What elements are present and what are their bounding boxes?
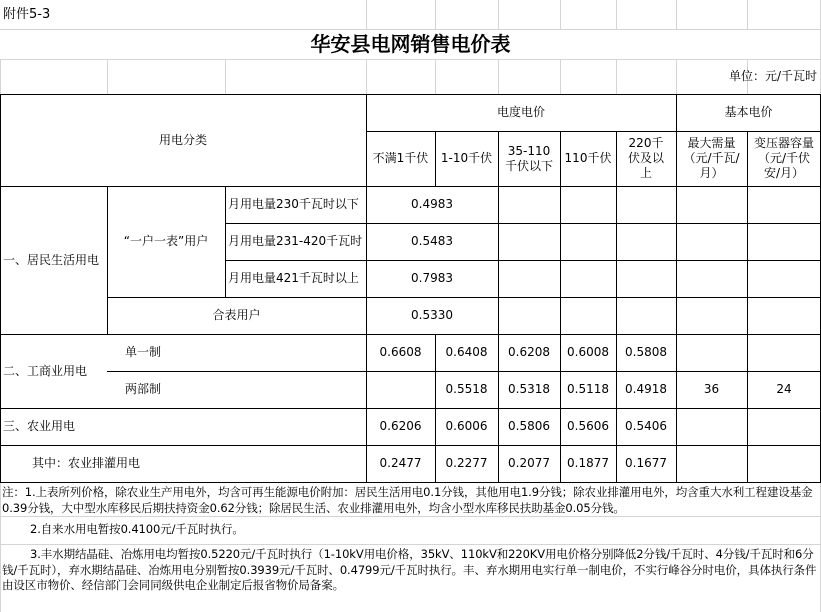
note-3: 3.丰水期结晶硅、冶炼用电均暂按0.5220元/千瓦时执行（1-10kV用电价格，35kV、110kV和220KV用电价格分别降低2分钱/千瓦时、4分钱/千瓦时和6分钱/千瓦时），弃水期结晶硅、冶炼用电分别暂按0.3939元/千瓦时、0.4799元/千瓦时执行。丰、弃水期用电实行单一制电价，不实行峰谷分时电价，具体执行条件由设区市物价、经信部门会同同级供电企业制定后报省物价局备案。 xyxy=(2,547,817,592)
tier-1-label: 月用电量230千瓦时以下 xyxy=(228,197,359,211)
grid-line xyxy=(435,0,436,29)
grid-line xyxy=(676,0,677,29)
grid-line xyxy=(498,0,499,29)
grid-line xyxy=(0,516,821,517)
grid-line xyxy=(0,483,1,612)
unit-label: 单位：元/千瓦时 xyxy=(728,69,817,83)
tier-2-price: 0.5483 xyxy=(411,234,453,248)
header-voltage-4: 110千伏 xyxy=(564,151,612,165)
tier-2-label: 月用电量231-420千瓦时 xyxy=(228,234,363,248)
grid-line xyxy=(435,59,436,94)
header-voltage-2: 1-10千伏 xyxy=(440,151,493,165)
irrigation-price-4: 0.1877 xyxy=(567,456,609,470)
irrigation-price-5: 0.1677 xyxy=(625,456,667,470)
single-price-1: 0.6608 xyxy=(379,345,422,359)
two-part-price-4: 0.5118 xyxy=(567,382,609,396)
irrigation-label: 其中：农业排灌用电 xyxy=(32,456,141,470)
grid-line xyxy=(0,544,821,545)
two-part-label: 两部制 xyxy=(125,382,162,396)
grid-line xyxy=(107,59,108,94)
grid-line xyxy=(498,59,499,94)
note-2: 2.自来水用电暂按0.4100元/千瓦时执行。 xyxy=(30,522,244,536)
tier-3-label: 月用电量421千瓦时以上 xyxy=(228,271,359,285)
agriculture-price-1: 0.6206 xyxy=(379,419,422,433)
two-part-transformer-capacity: 24 xyxy=(776,382,792,396)
grid-line xyxy=(560,0,561,29)
residential-label: 一、居民生活用电 xyxy=(3,252,100,267)
single-price-2: 0.6408 xyxy=(445,345,488,359)
note-1: 注：1.上表所列价格，除农业生产用电外，均含可再生能源电价附加：居民生活用电0.1分钱，其他用电1.9分钱；除农业排灌用电外，均含重大水利工程建设基金0.39分钱，大中型水库移民后期扶持资金0.62分钱；除居民生活、农业排灌用电外，均含小型水库移民扶助基金0.05分钱。 xyxy=(2,485,813,515)
agriculture-price-3: 0.5806 xyxy=(508,419,550,433)
shared-meter-price: 0.5330 xyxy=(411,308,453,322)
header-basic-price: 基本电价 xyxy=(724,105,773,119)
tier-1-price: 0.4983 xyxy=(411,197,453,211)
grid-line xyxy=(616,59,617,94)
grid-line xyxy=(560,59,561,94)
grid-line xyxy=(225,59,226,94)
agriculture-price-4: 0.5606 xyxy=(567,419,609,433)
single-price-5: 0.5808 xyxy=(625,345,667,359)
single-rate-label: 单一制 xyxy=(125,345,162,359)
grid-line xyxy=(747,0,748,29)
attachment-label: 附件5-3 xyxy=(3,7,51,22)
irrigation-price-2: 0.2277 xyxy=(445,456,488,470)
tier-3-price: 0.7983 xyxy=(411,271,453,285)
header-voltage-1: 不满1千伏 xyxy=(372,151,429,165)
single-price-4: 0.6008 xyxy=(567,345,609,359)
grid-line xyxy=(0,59,1,94)
header-voltage-5: 220千伏及以上 xyxy=(627,136,664,180)
header-voltage-3: 35-110千伏以下 xyxy=(504,143,553,173)
commercial-label: 二、工商业用电 xyxy=(3,363,88,378)
header-max-demand: 最大需量（元/千瓦/月） xyxy=(683,136,740,180)
single-price-3: 0.6208 xyxy=(508,345,550,359)
irrigation-price-1: 0.2477 xyxy=(379,456,422,470)
agriculture-price-5: 0.5406 xyxy=(625,419,667,433)
two-part-price-3: 0.5318 xyxy=(508,382,550,396)
irrigation-price-3: 0.2077 xyxy=(508,456,550,470)
grid-line xyxy=(366,59,367,94)
grid-line xyxy=(616,0,617,29)
two-part-price-5: 0.4918 xyxy=(625,382,667,396)
header-energy-price: 电度电价 xyxy=(496,105,545,119)
header-transformer-capacity: 变压器容量（元/千伏安/月） xyxy=(753,136,814,180)
page-title: 华安县电网销售电价表 xyxy=(310,31,511,56)
two-part-price-1 xyxy=(366,371,435,408)
two-part-price-2: 0.5518 xyxy=(445,382,488,396)
two-part-max-demand: 36 xyxy=(703,382,720,396)
table-border xyxy=(0,482,821,483)
grid-line xyxy=(366,0,367,29)
shared-meter-label: 合表用户 xyxy=(212,308,261,322)
one-meter-label: “一户一表”用户 xyxy=(123,234,209,248)
header-category: 用电分类 xyxy=(158,132,207,147)
agriculture-label: 三、农业用电 xyxy=(3,419,76,433)
agriculture-price-2: 0.6006 xyxy=(445,419,488,433)
